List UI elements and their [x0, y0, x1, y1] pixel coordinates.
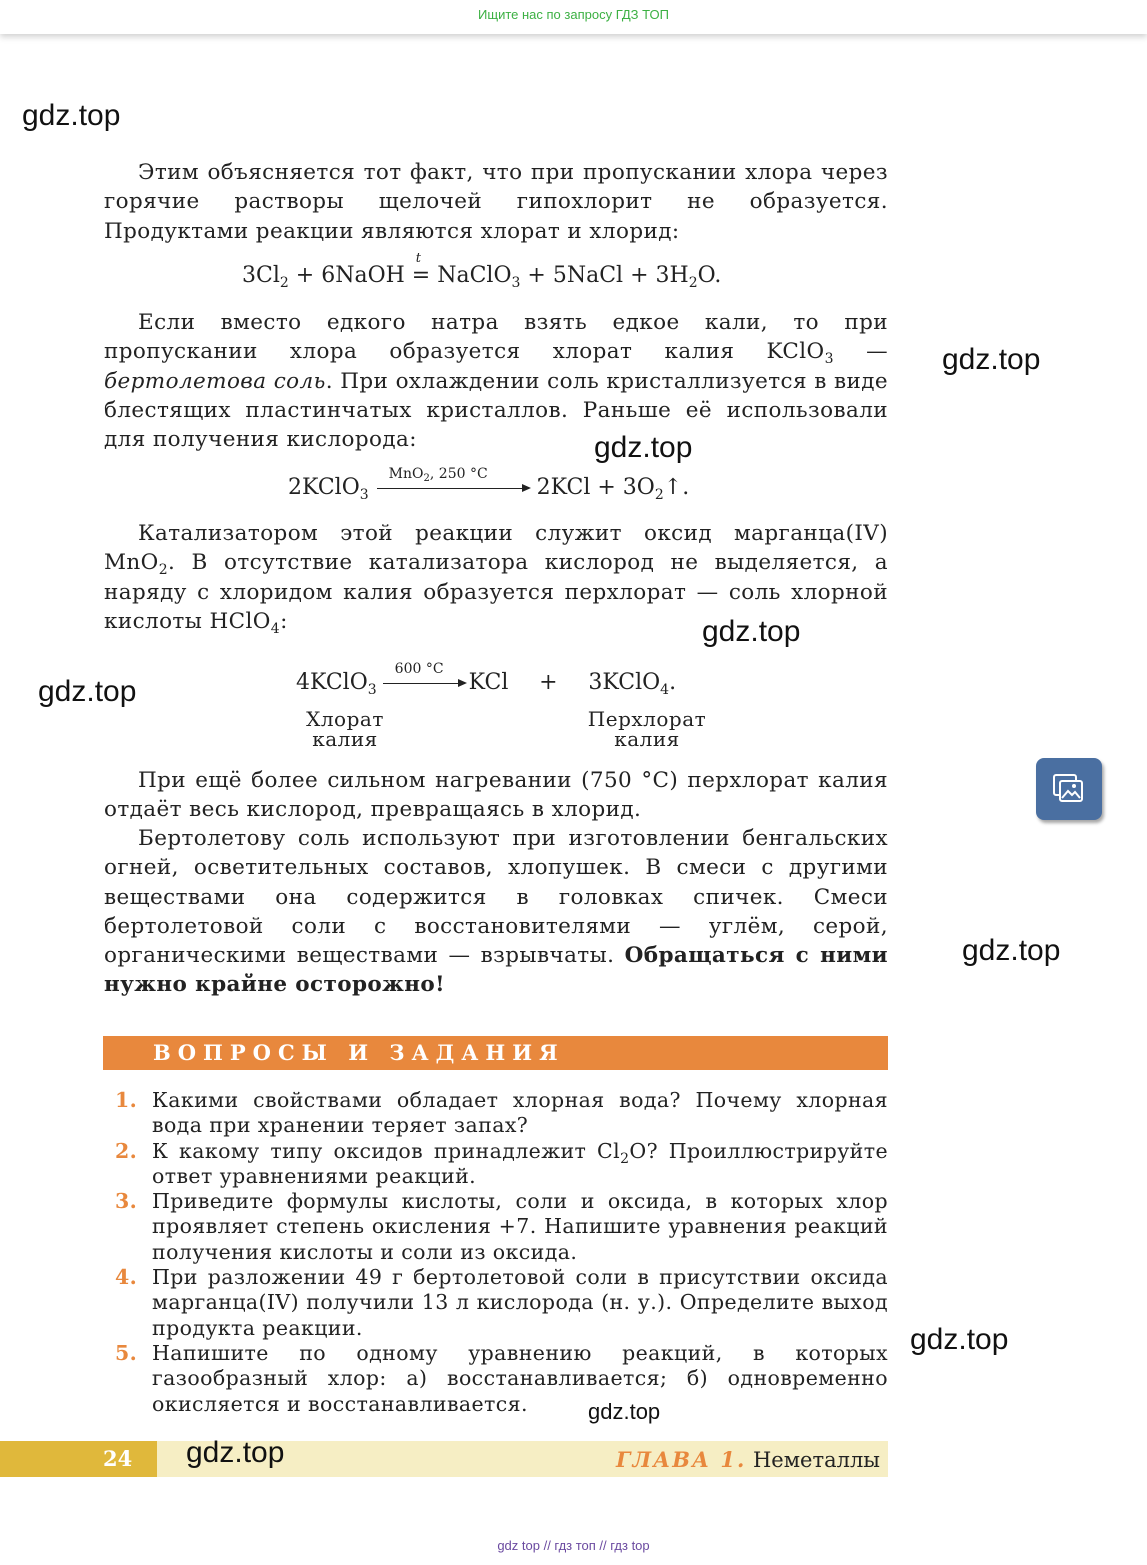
paragraph-4: При ещё более сильном нагревании (750 °С) перхлорат калия отдаёт весь кислород, превращаясь в хлорид.	[104, 768, 888, 823]
caption-perchlorate: Перхлорат калия	[587, 707, 707, 751]
question-item: 3. Приведите формулы кислоты, соли и оксида, в которых хлор проявляет степень окисления +7. Напишите уравнения реакций получения кислоты и соли из оксида.	[115, 1189, 888, 1264]
watermark: gdz.top	[588, 1399, 661, 1424]
reaction-arrow	[377, 488, 529, 489]
watermark: gdz.top	[594, 431, 693, 464]
equation-1: $3Cl_2$ + 6NaOH t = NaClO$_3$ + 5NaCl + $3H_2O$.	[242, 251, 722, 291]
question-number: 1.	[115, 1088, 138, 1112]
question-item: 5. Напишите по одному уравнению реакций, в которых газообразный хлор: а) восстанавливается; б) одновременно окисляется и восстанавливается.	[115, 1340, 888, 1416]
arrow-condition: 600 °C	[394, 660, 444, 677]
top-banner-text: Ищите нас по запросу ГДЗ ТОП	[478, 7, 669, 22]
watermark: gdz.top	[38, 675, 137, 708]
caption-chlorate: Хлорат калия	[306, 707, 384, 751]
watermark: gdz.top	[22, 99, 121, 132]
chapter-title: ГЛАВА 1. Неметаллы	[616, 1447, 880, 1472]
warning-text: Обращаться с ними нужно крайне осторожно!	[104, 943, 888, 998]
arrow-condition: MnO$_2$, 250 °C	[388, 465, 488, 484]
paragraph-2: Если вместо едкого натра взять едкое кали, то при пропускании хлора образуется хлорат калия KClO$_3$ — бертолетова соль. При охлаждении соль кристаллизуется в виде блестящих пластинчатых кристаллов. Раньше её использовали для получения кислорода:	[104, 310, 888, 453]
paragraph-3: Катализатором этой реакции служит оксид марганца(IV) MnO$_2$. В отсутствие катализатора кислород не выделяется, а наряду с хлоридом калия образуется перхлорат — соль хлорной кислоты HClO$_4$:	[104, 521, 888, 637]
equation-2: 2KClO$_3$ MnO$_2$, 250 °C $2KCl + 3O_2↑$.	[288, 465, 690, 503]
paragraph-5: Бертолетову соль используют при изготовлении бенгальских огней, осветительных составов, хлопушек. В смеси с другими веществами она содержится в головках спичек. Смеси бертолетовой соли с восстановителями — углём, серой, органическими веществами — взрывчаты. Обращаться с ними нужно крайне осторожно!	[104, 826, 888, 998]
questions-header	[103, 1036, 888, 1070]
question-item: 1. Какими свойствами обладает хлорная вода? Почему хлорная вода при хранении теряет запах?	[115, 1088, 888, 1138]
reaction-arrow	[383, 683, 465, 684]
watermark: gdz.top	[962, 934, 1061, 967]
berthollet-salt-term: бертолетова соль	[104, 368, 326, 394]
gallery-icon	[1036, 758, 1102, 820]
paragraph-1: Этим объясняется тот факт, что при пропускании хлора через горячие растворы щелочей гипохлорит не образуется. Продуктами реакции являются хлорат и хлорид:	[104, 160, 888, 244]
questions-title: ВОПРОСЫ И ЗАДАНИЯ	[153, 1040, 565, 1065]
question-number: 4.	[115, 1265, 138, 1290]
condition-t: t	[415, 251, 422, 266]
questions-list	[104, 1088, 888, 1417]
equation-3: 4KClO$_3$ 600 °C KCl + 3KClO$_4$.	[296, 660, 677, 698]
watermark: gdz.top	[910, 1323, 1009, 1356]
watermark: gdz.top	[702, 615, 801, 648]
bottom-links[interactable]: gdz top // гдз топ // гдз top	[497, 1538, 650, 1553]
page-number-block	[0, 1441, 157, 1477]
watermark: gdz.top	[942, 343, 1041, 376]
image-gallery-button[interactable]	[1036, 758, 1102, 820]
page-number: 24	[103, 1446, 133, 1471]
question-number: 3.	[115, 1189, 138, 1214]
watermark: gdz.top	[186, 1436, 285, 1469]
top-banner	[0, 0, 1147, 34]
question-number: 2.	[115, 1138, 138, 1163]
question-number: 5.	[115, 1340, 138, 1365]
question-item: 4. При разложении 49 г бертолетовой соли в присутствии оксида марганца(IV) получили 13 л кислорода (н. у.). Определите выход продукта реакции.	[115, 1265, 888, 1340]
question-item: 2. К какому типу оксидов принадлежит $Cl_2O$? Проиллюстрируйте ответ уравнениями реакций.	[115, 1138, 888, 1188]
